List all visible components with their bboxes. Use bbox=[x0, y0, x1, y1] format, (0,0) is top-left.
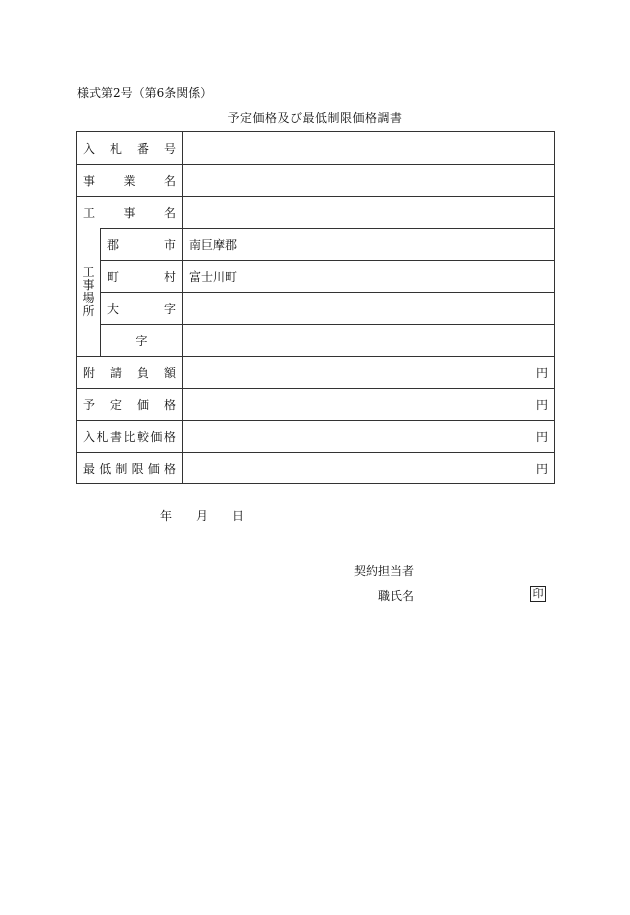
gun-shi-value[interactable]: 南巨摩郡 bbox=[189, 238, 238, 252]
yen-unit: 円 bbox=[535, 430, 548, 444]
minimum-limit-price-value[interactable] bbox=[189, 453, 548, 484]
row-cho-son bbox=[101, 260, 554, 292]
date-month: 月 bbox=[196, 509, 209, 523]
row-gun-shi bbox=[101, 228, 554, 260]
row-bid-comparison-price bbox=[77, 420, 554, 452]
yen-unit: 円 bbox=[535, 462, 548, 476]
row-bid-number bbox=[77, 132, 554, 164]
aza-value[interactable] bbox=[189, 325, 548, 356]
price-table bbox=[76, 131, 555, 484]
construction-name-value[interactable] bbox=[189, 197, 548, 228]
yen-unit: 円 bbox=[535, 398, 548, 412]
document-title: 予定価格及び最低制限価格調書 bbox=[227, 111, 403, 125]
attached-request-amount-label: 附 請 負 額 bbox=[77, 357, 183, 388]
row-oaza bbox=[101, 292, 554, 324]
attached-request-amount-value[interactable] bbox=[189, 357, 548, 388]
date-day: 日 bbox=[232, 509, 245, 523]
date-year: 年 bbox=[160, 509, 173, 523]
position-name-label: 職氏名 bbox=[378, 589, 415, 603]
oaza-label: 大 字 bbox=[101, 293, 183, 324]
bid-comparison-price-value[interactable] bbox=[189, 421, 548, 452]
business-name-value[interactable] bbox=[189, 165, 548, 196]
row-minimum-limit-price bbox=[77, 452, 554, 484]
gun-shi-label: 郡 市 bbox=[101, 229, 183, 260]
bid-comparison-price-label: 入 札 書 比 較 価 格 bbox=[77, 421, 183, 452]
construction-name-label: 工 事 名 bbox=[77, 197, 183, 228]
minimum-limit-price-label: 最 低 制 限 価 格 bbox=[77, 453, 183, 484]
row-planned-price bbox=[77, 388, 554, 420]
row-business-name bbox=[77, 164, 554, 196]
cho-son-value[interactable]: 富士川町 bbox=[189, 270, 238, 284]
cho-son-label: 町 村 bbox=[101, 261, 183, 292]
construction-location-label: 工 事 場 所 bbox=[77, 228, 101, 356]
aza-label: 字 bbox=[101, 325, 183, 356]
business-name-label: 事 業 名 bbox=[77, 165, 183, 196]
row-aza bbox=[101, 324, 554, 356]
bid-number-label: 入 札 番 号 bbox=[77, 132, 183, 164]
form-number: 様式第2号（第6条関係） bbox=[77, 86, 213, 100]
bid-number-value[interactable] bbox=[189, 132, 548, 164]
yen-unit: 円 bbox=[535, 366, 548, 380]
planned-price-value[interactable] bbox=[189, 389, 548, 420]
contract-officer-label: 契約担当者 bbox=[354, 564, 415, 578]
row-construction-name bbox=[77, 196, 554, 228]
oaza-value[interactable] bbox=[189, 293, 548, 324]
row-attached-request-amount bbox=[77, 356, 554, 388]
seal-mark: 印 bbox=[530, 586, 546, 602]
planned-price-label: 予 定 価 格 bbox=[77, 389, 183, 420]
